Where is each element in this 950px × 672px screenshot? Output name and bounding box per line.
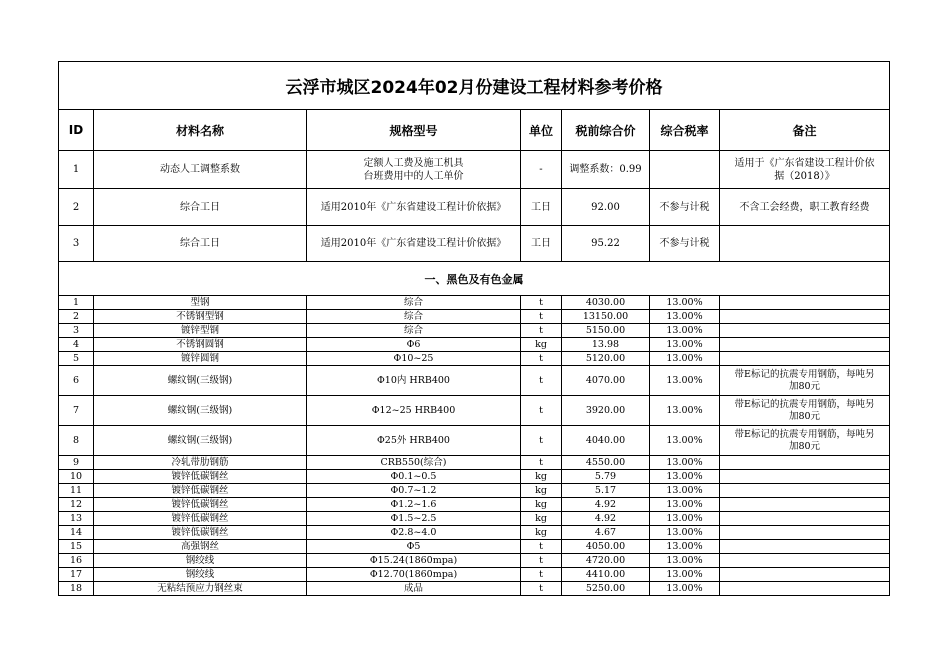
cell-tax: 13.00%	[650, 526, 720, 540]
cell-spec: 综合	[307, 310, 521, 324]
header-note: 备注	[720, 110, 890, 151]
cell-spec: Φ0.7~1.2	[307, 484, 521, 498]
cell-price: 4720.00	[562, 554, 650, 568]
cell-note	[720, 352, 890, 366]
cell-note	[720, 338, 890, 352]
cell-unit: t	[521, 582, 562, 596]
cell-spec: 综合	[307, 296, 521, 310]
cell-unit: t	[521, 324, 562, 338]
cell-note	[720, 426, 890, 456]
cell-spec: 成品	[307, 582, 521, 596]
cell-spec: Φ6	[307, 338, 521, 352]
cell-spec	[307, 151, 521, 189]
cell-note: 不含工会经费，职工教育经费	[720, 189, 890, 226]
cell-price: 13150.00	[562, 310, 650, 324]
cell-name: 镀锌低碳钢丝	[94, 484, 307, 498]
table-row	[59, 498, 890, 512]
cell-unit: t	[521, 366, 562, 396]
cell-note-line: 带E标记的抗震专用钢筋，每吨另	[734, 398, 875, 410]
cell-note-line: 带E标记的抗震专用钢筋，每吨另	[734, 368, 875, 380]
cell-note	[720, 151, 890, 189]
header-tax: 综合税率	[650, 110, 720, 151]
cell-price: 3920.00	[562, 396, 650, 426]
cell-id: 2	[59, 310, 94, 324]
cell-price: 4.67	[562, 526, 650, 540]
cell-price: 5.17	[562, 484, 650, 498]
cell-name: 冷轧带肋钢筋	[94, 456, 307, 470]
cell-id: 5	[59, 352, 94, 366]
table-row	[59, 456, 890, 470]
cell-tax: 13.00%	[650, 456, 720, 470]
cell-id: 18	[59, 582, 94, 596]
cell-note	[720, 484, 890, 498]
cell-tax: 13.00%	[650, 310, 720, 324]
cell-name: 综合工日	[94, 189, 307, 226]
cell-note	[720, 324, 890, 338]
cell-unit: kg	[521, 512, 562, 526]
cell-note	[720, 512, 890, 526]
cell-spec: Φ15.24(1860mpa)	[307, 554, 521, 568]
cell-name: 无粘结预应力钢丝束	[94, 582, 307, 596]
cell-id: 8	[59, 426, 94, 456]
cell-tax: 13.00%	[650, 324, 720, 338]
cell-name: 镀锌低碳钢丝	[94, 498, 307, 512]
table-row	[59, 540, 890, 554]
cell-unit: kg	[521, 498, 562, 512]
cell-tax: 13.00%	[650, 512, 720, 526]
cell-price: 4.92	[562, 498, 650, 512]
cell-spec: Φ0.1~0.5	[307, 470, 521, 484]
cell-spec: Φ2.8~4.0	[307, 526, 521, 540]
cell-name: 镀锌低碳钢丝	[94, 526, 307, 540]
cell-name: 镀锌型钢	[94, 324, 307, 338]
cell-price: 4410.00	[562, 568, 650, 582]
cell-tax: 13.00%	[650, 352, 720, 366]
cell-tax	[650, 151, 720, 189]
cell-unit: t	[521, 568, 562, 582]
cell-id: 6	[59, 366, 94, 396]
cell-id: 2	[59, 189, 94, 226]
cell-spec: Φ1.5~2.5	[307, 512, 521, 526]
cell-id: 11	[59, 484, 94, 498]
cell-note-line: 加80元	[788, 410, 821, 422]
cell-note	[720, 568, 890, 582]
cell-unit: t	[521, 296, 562, 310]
cell-tax: 13.00%	[650, 338, 720, 352]
cell-price: 95.22	[562, 226, 650, 262]
cell-id: 10	[59, 470, 94, 484]
cell-id: 15	[59, 540, 94, 554]
cell-unit: kg	[521, 338, 562, 352]
cell-id: 1	[59, 296, 94, 310]
title-row	[59, 62, 890, 110]
cell-price: 调整系数：0.99	[562, 151, 650, 189]
cell-spec: Φ12~25 HRB400	[307, 396, 521, 426]
page-title: 云浮市城区2024年02月份建设工程材料参考价格	[59, 62, 890, 110]
cell-name: 不锈钢圆钢	[94, 338, 307, 352]
table-row	[59, 582, 890, 596]
cell-price: 5120.00	[562, 352, 650, 366]
cell-tax: 13.00%	[650, 498, 720, 512]
cell-id: 4	[59, 338, 94, 352]
cell-note-line: 加80元	[788, 380, 821, 392]
cell-tax: 13.00%	[650, 554, 720, 568]
cell-price: 13.98	[562, 338, 650, 352]
cell-note	[720, 396, 890, 426]
table-row	[59, 296, 890, 310]
cell-unit: t	[521, 426, 562, 456]
cell-unit: t	[521, 540, 562, 554]
cell-note-line: 据（2018）》	[774, 170, 835, 182]
cell-spec: CRB550(综合)	[307, 456, 521, 470]
cell-tax: 13.00%	[650, 582, 720, 596]
cell-unit: kg	[521, 470, 562, 484]
cell-spec: 适用2010年《广东省建设工程计价依据》	[307, 226, 521, 262]
cell-id: 9	[59, 456, 94, 470]
cell-unit: t	[521, 456, 562, 470]
header-spec: 规格型号	[307, 110, 521, 151]
table-row	[59, 554, 890, 568]
cell-tax: 13.00%	[650, 484, 720, 498]
table-row	[59, 512, 890, 526]
cell-unit: t	[521, 554, 562, 568]
cell-tax: 13.00%	[650, 540, 720, 554]
cell-unit: t	[521, 352, 562, 366]
cell-name: 综合工日	[94, 226, 307, 262]
cell-note	[720, 310, 890, 324]
cell-tax: 13.00%	[650, 296, 720, 310]
table-row	[59, 352, 890, 366]
cell-price: 5.79	[562, 470, 650, 484]
price-table	[58, 61, 890, 596]
table-row	[59, 189, 890, 226]
cell-name: 高强钢丝	[94, 540, 307, 554]
table-row	[59, 526, 890, 540]
cell-name: 型钢	[94, 296, 307, 310]
header-price: 税前综合价	[562, 110, 650, 151]
cell-note	[720, 456, 890, 470]
cell-note-line: 适用于《广东省建设工程计价依	[734, 157, 875, 169]
cell-spec: Φ5	[307, 540, 521, 554]
table-row	[59, 426, 890, 456]
cell-note	[720, 498, 890, 512]
cell-tax: 13.00%	[650, 568, 720, 582]
cell-price: 4050.00	[562, 540, 650, 554]
cell-name: 钢绞线	[94, 568, 307, 582]
cell-note	[720, 296, 890, 310]
cell-note	[720, 582, 890, 596]
cell-unit: kg	[521, 484, 562, 498]
cell-tax: 13.00%	[650, 366, 720, 396]
table-row	[59, 226, 890, 262]
cell-spec-line: 定额人工费及施工机具	[363, 157, 464, 169]
cell-note	[720, 554, 890, 568]
cell-spec: Φ10内 HRB400	[307, 366, 521, 396]
cell-id: 17	[59, 568, 94, 582]
cell-unit: 工日	[521, 189, 562, 226]
cell-spec: 综合	[307, 324, 521, 338]
table-row	[59, 338, 890, 352]
section-row	[59, 262, 890, 296]
cell-name: 镀锌低碳钢丝	[94, 470, 307, 484]
table-row	[59, 366, 890, 396]
cell-spec: Φ10~25	[307, 352, 521, 366]
cell-note-line: 加80元	[788, 440, 821, 452]
table-row	[59, 324, 890, 338]
table-row	[59, 396, 890, 426]
cell-tax: 不参与计税	[650, 189, 720, 226]
cell-unit: -	[521, 151, 562, 189]
cell-price: 4.92	[562, 512, 650, 526]
table-row	[59, 470, 890, 484]
cell-name: 螺纹钢(三级钢)	[94, 426, 307, 456]
cell-tax: 13.00%	[650, 470, 720, 484]
cell-note	[720, 470, 890, 484]
cell-note-line: 带E标记的抗震专用钢筋，每吨另	[734, 428, 875, 440]
header-row	[59, 110, 890, 151]
table-row	[59, 310, 890, 324]
cell-spec: Φ1.2~1.6	[307, 498, 521, 512]
header-name: 材料名称	[94, 110, 307, 151]
cell-id: 13	[59, 512, 94, 526]
cell-spec: Φ25外 HRB400	[307, 426, 521, 456]
cell-note	[720, 540, 890, 554]
cell-unit: 工日	[521, 226, 562, 262]
cell-price: 4550.00	[562, 456, 650, 470]
cell-id: 12	[59, 498, 94, 512]
cell-price: 5150.00	[562, 324, 650, 338]
cell-id: 14	[59, 526, 94, 540]
cell-price: 4040.00	[562, 426, 650, 456]
header-id: ID	[59, 110, 94, 151]
cell-name: 镀锌圆钢	[94, 352, 307, 366]
cell-note	[720, 226, 890, 262]
cell-spec-line: 台班费用中的人工单价	[363, 170, 464, 182]
cell-name: 钢绞线	[94, 554, 307, 568]
cell-price: 92.00	[562, 189, 650, 226]
cell-unit: kg	[521, 526, 562, 540]
cell-unit: t	[521, 396, 562, 426]
cell-spec: Φ12.70(1860mpa)	[307, 568, 521, 582]
cell-unit: t	[521, 310, 562, 324]
cell-tax: 13.00%	[650, 426, 720, 456]
cell-id: 7	[59, 396, 94, 426]
table-row	[59, 151, 890, 189]
cell-id: 16	[59, 554, 94, 568]
cell-note	[720, 526, 890, 540]
cell-name: 不锈钢型钢	[94, 310, 307, 324]
cell-note	[720, 366, 890, 396]
table-row	[59, 568, 890, 582]
cell-tax: 不参与计税	[650, 226, 720, 262]
cell-name: 镀锌低碳钢丝	[94, 512, 307, 526]
cell-id: 3	[59, 324, 94, 338]
cell-price: 5250.00	[562, 582, 650, 596]
cell-tax: 13.00%	[650, 396, 720, 426]
header-unit: 单位	[521, 110, 562, 151]
cell-price: 4030.00	[562, 296, 650, 310]
cell-id: 3	[59, 226, 94, 262]
cell-name: 螺纹钢(三级钢)	[94, 366, 307, 396]
table-row	[59, 484, 890, 498]
cell-name: 动态人工调整系数	[94, 151, 307, 189]
section-title: 一、黑色及有色金属	[59, 262, 890, 296]
cell-price: 4070.00	[562, 366, 650, 396]
cell-id: 1	[59, 151, 94, 189]
cell-spec: 适用2010年《广东省建设工程计价依据》	[307, 189, 521, 226]
cell-name: 螺纹钢(三级钢)	[94, 396, 307, 426]
